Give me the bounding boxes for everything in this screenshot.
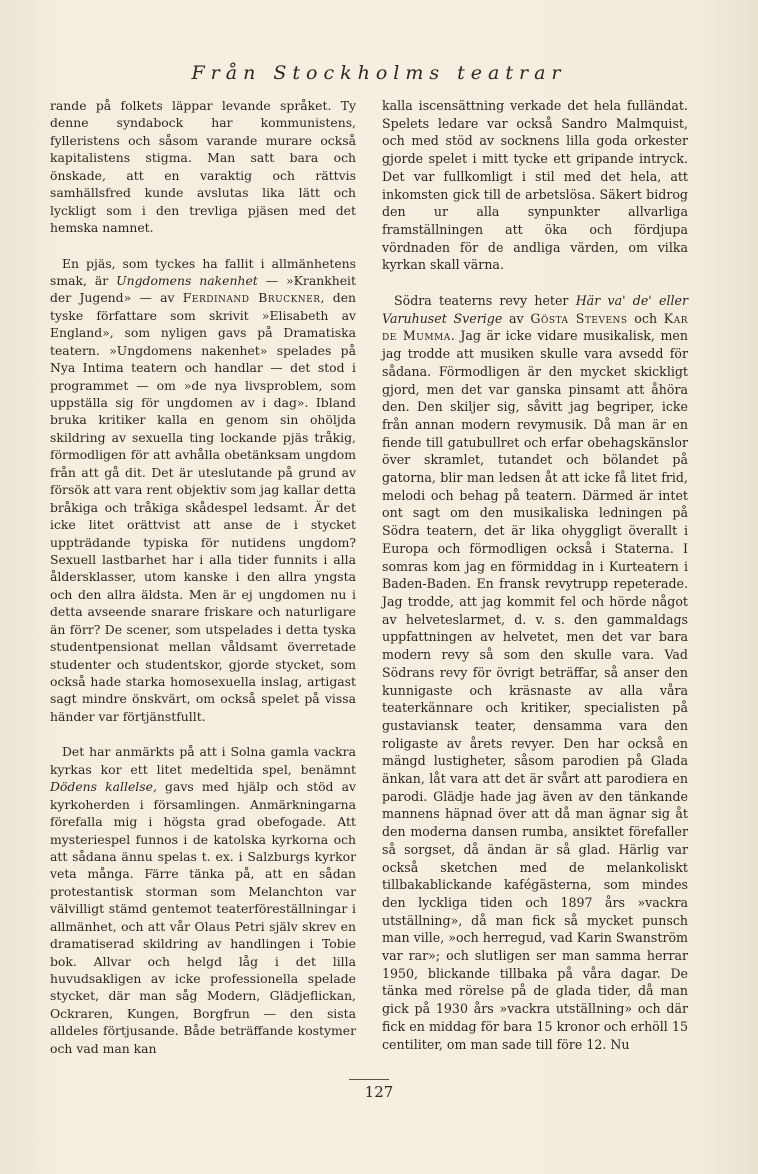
text-run: Södra teaterns revy heter	[394, 293, 576, 309]
play-title: Här va' de' eller Varuhuset Sverige	[382, 293, 688, 326]
text-run: , den tyske författare som skrivit »Elisabeth av England», som nyligen gavs på Dramatiska teatern. »Ungdomens nakenhet» spelades på Nya Intima teatern och handlar — det stod i programmet — om »de nya livsproblem, som uppställa sig för ungdomen av i dag». Ibland bruka kritiker kalla en genom sin ohöljda skildring av sexuella ting lockande pjäs tråkig, förmodligen för att avhålla obetänksam ungdom från att gå dit. Det är uteslutande på grund av försök att vara rent objektiv som jag kallar detta bråkiga och tråkiga skådespel ledsamt. Är det icke litet orättvist att anse de i stycket uppträdande typiska för nutidens ungdom? Sexuell lastbarhet har i alla tider funnits i alla åldersklasser, utom kanske i den allra yngsta och den allra äldsta. Men är ej ungdomen nu i detta avseende snarare friskare och naturligare än förr? De scener, som utspelades i detta tyska studentpensionat mellan våldsamt överretade studenter och studentskor, gjorde stycket, som också hade starka homosexuella inslag, artigast sagt mindre önskvärt, om också spelet på vissa händer var förtjänstfullt.	[50, 290, 357, 724]
paragraph: kalla iscensättning verkade det hela fulländat. Spelets ledare var också Sandro Malmquist, och med stöd av socknens lilla goda orkester gjorde spelet i mitt tycke ett gripande intryck. Det var fullkomligt i stil med det hela, att inkomsten gick till de arbetslösa. Säkert bidrog den ur alla synpunkter allvarliga framställningen att öka och fördjupa vördnaden för de andliga värden, om vilka kyrkan skall värna.	[382, 98, 688, 273]
paragraph	[50, 743, 356, 1057]
play-title: Dödens kallelse,	[50, 779, 157, 795]
text-run: Det har anmärkts på att i Solna gamla vackra kyrkas kor ett litet medeltida spel, benämnt	[50, 744, 356, 777]
text-run: . Jag är icke vidare musikalisk, men jag trodde att musiken skulle vara avsedd för sådana. Förmodligen är den mycket skickligt gjord, men det var ganska pinsamt att åhöra den. Den skiljer sig, såvitt jag begriper, icke från annan modern revymusik. Då man är en fiende till gatubullret och erfar obehagskänslor över skramlet, tutandet och bölandet på gatorna, blir man ledsen åt att icke få litet frid, melodi och behag på teatern. Därmed är intet ont sagt om den musikaliska ledningen på Södra teatern, det är lika ohyggligt överallt i Europa och förmodligen också i Staterna. I somras kom jag en förmiddag in i Kurteatern i Baden-Baden. En fransk revytrupp repeterade. Jag trodde, att jag kommit fel och hörde något av helveteslarmet, d. v. s. den gammaldags uppfattningen av helvetet, men det var bara modern revy så som den skulle vara. Vad Södrans revy för övrigt beträffar, så anser den kunnigaste och kräsnaste av alla våra teaterkännare och kritiker, specialisten på gustaviansk teater, densamma vara den roligaste av årets revyer. Den har också en mängd lustigheter, såsom parodien på Glada änkan, låt vara att det är svårt att parodiera en parodi. Glädje hade jag även av den tänkande mannens häpnad över att då man ägnar sig åt den moderna dansen rumba, ansiktet förefaller så sorgset, då ändan är så glad. Härlig var också sketchen med de melankoliskt tillbakablickande kafégästerna, som mindes den lyckliga tiden och 1897 års »vackra utställning», då man fick så mycket punsch man ville, »och herregud, vad Karin Swanström var rar»; och slutligen ser man samma herrar 1950, blickande tillbaka på våra dagar. De tänka med rörelse på de glada tider, då man gick på 1930 års »vackra utställning» och där fick en middag för bara 15 kronor och erhöll 15 centiliter, om man sade till före 12. Nu	[382, 328, 688, 1052]
text-run: av	[502, 310, 531, 326]
page-number: 127	[364, 1083, 394, 1101]
paragraph	[50, 255, 356, 726]
right-column	[382, 97, 688, 1053]
paragraph: rande på folkets läppar levande språket. Ty denne syndabock har kommunistens, fylleristens och såsom varande murare också kapitalistens stigma. Man satt bara och önskade, att en varaktig och rättvis samhällsfred kunde avslutas lika lätt och lyckligt som i den trevliga pjäsen med det hemska namnet.	[50, 98, 356, 236]
play-title: Ungdomens nakenhet	[116, 272, 258, 288]
text-run: En pjäs, som tyckes ha fallit i allmänhetens smak, är	[50, 255, 356, 288]
running-header: Från Stockholms teatrar	[191, 62, 567, 84]
text-run: — »Krankheit der Jugend» — av	[50, 272, 356, 306]
text-run: och	[627, 310, 664, 326]
left-column	[50, 97, 356, 1057]
paragraph	[382, 292, 688, 1053]
author-name: Gösta Stevens	[530, 310, 628, 326]
text-run: gavs med hjälp och stöd av kyrkoherden i församlingen. Anmärkningarna förefalla mig i högsta grad obefogade. Att mysteriespel funnos i de katolska kyrkorna och att sådana ännu spelas t. ex. i Salzburgs kyrkor veta många. Färre tänka på, att en sådan protestantisk storman som Melanchton var välvilligt stämd gentemot teaterföreställningar i allmänhet, och att vår Olaus Petri själv skrev en dramatiserad skildring av handlingen i Tobie bok. Allvar och helgd låg i det lilla huvudsakligen av icke professionella spelade stycket, där man såg Modern, Glädjeflickan, Ockraren, Kungen, Borgfrun — den sista alldeles förtjusande. Både beträffande kostymer och vad man kan	[50, 779, 356, 1056]
footer-rule	[349, 1079, 389, 1080]
author-name: Ferdinand Bruckner	[182, 290, 321, 306]
author-name: Kar de Mumma	[382, 310, 688, 344]
